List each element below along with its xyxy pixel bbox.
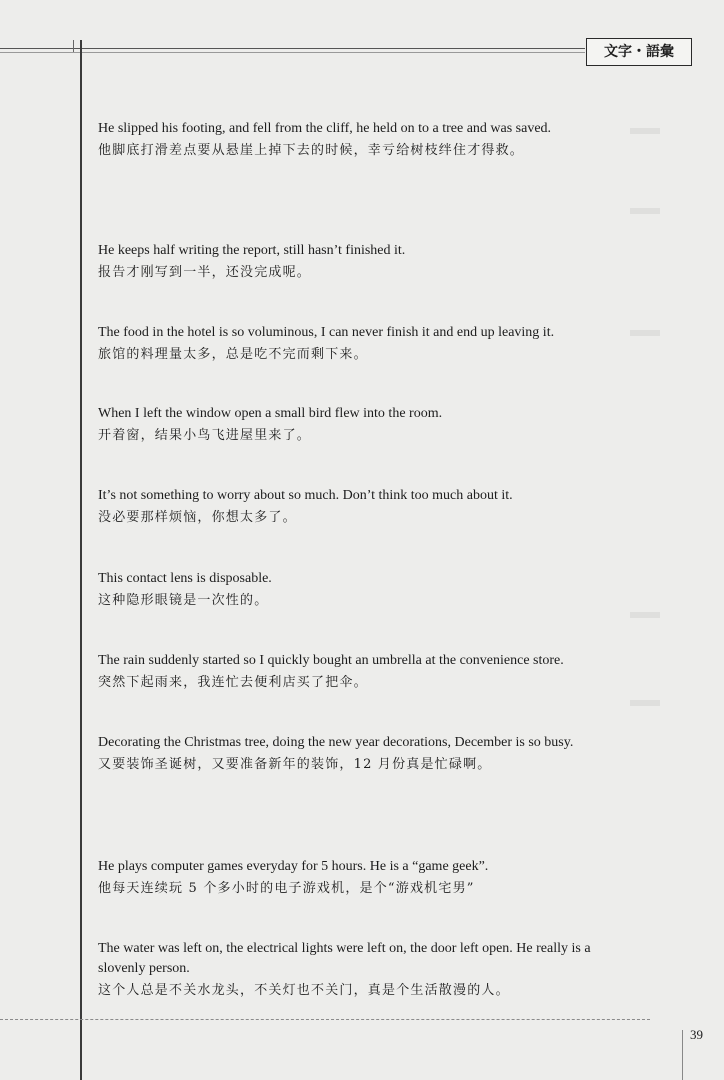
english-sentence: He plays computer games everyday for 5 hours. He is a “game geek”. [98, 859, 489, 874]
english-sentence: It’s not something to worry about so much. Don’t think too much about it. [98, 488, 513, 503]
section-tab: 文字・語彙 [586, 38, 692, 66]
show-through-mark [630, 700, 660, 706]
sentence-item [98, 651, 618, 693]
chinese-translation: 这个人总是不关水龙头，不关灯也不关门，真是个生活散漫的人。 [98, 983, 510, 998]
header-rule [0, 48, 585, 49]
margin-tick [73, 40, 74, 52]
english-sentence: When I left the window open a small bird flew into the room. [98, 406, 443, 421]
chinese-translation: 没必要那样烦恼，你想太多了。 [98, 510, 297, 525]
chinese-translation: 他脚底打滑差点要从悬崖上掉下去的时候，幸亏给树枝绊住才得救。 [98, 143, 525, 158]
chinese-translation: 旅馆的料理量太多，总是吃不完而剩下来。 [98, 347, 368, 362]
sentence-item [98, 323, 618, 365]
sentence-item [98, 733, 618, 775]
chinese-translation: 报告才刚写到一半，还没完成呢。 [98, 265, 312, 280]
show-through-mark [630, 208, 660, 214]
english-sentence: The food in the hotel is so voluminous, I can never finish it and end up leaving it. [98, 325, 555, 340]
chinese-translation: 这种隐形眼镜是一次性的。 [98, 593, 269, 608]
sentence-item [98, 857, 618, 899]
english-sentence: This contact lens is disposable. [98, 571, 272, 586]
sentence-item [98, 939, 618, 1001]
english-sentence: He slipped his footing, and fell from the cliff, he held on to a tree and was saved. [98, 121, 552, 136]
chinese-translation: 突然下起雨来，我连忙去便利店买了把伞。 [98, 675, 368, 690]
sentence-item [98, 119, 618, 161]
footer-dashed-rule [0, 1019, 650, 1020]
header-rule-inner [0, 52, 585, 53]
page-number: 39 [690, 1027, 703, 1042]
show-through-mark [630, 612, 660, 618]
margin-rule [80, 40, 82, 1080]
sentence-item [98, 569, 618, 611]
chinese-translation: 开着窗，结果小鸟飞进屋里来了。 [98, 428, 312, 443]
sentence-item [98, 241, 618, 283]
english-sentence: Decorating the Christmas tree, doing the new year decorations, December is so busy. [98, 735, 574, 750]
english-sentence: The rain suddenly started so I quickly bought an umbrella at the convenience store. [98, 653, 564, 668]
chinese-translation: 他每天连续玩 5 个多小时的电子游戏机，是个“游戏机宅男” [98, 881, 475, 896]
show-through-mark [630, 330, 660, 336]
chinese-translation: 又要装饰圣诞树，又要准备新年的装饰，12 月份真是忙碌啊。 [98, 757, 492, 772]
show-through-mark [630, 128, 660, 134]
sentence-item [98, 404, 618, 446]
sentence-item [98, 486, 618, 528]
english-sentence: The water was left on, the electrical lights were left on, the door left open. He really is a slovenly person. [98, 941, 591, 976]
english-sentence: He keeps half writing the report, still hasn’t finished it. [98, 243, 406, 258]
footer-rule [682, 1030, 683, 1080]
